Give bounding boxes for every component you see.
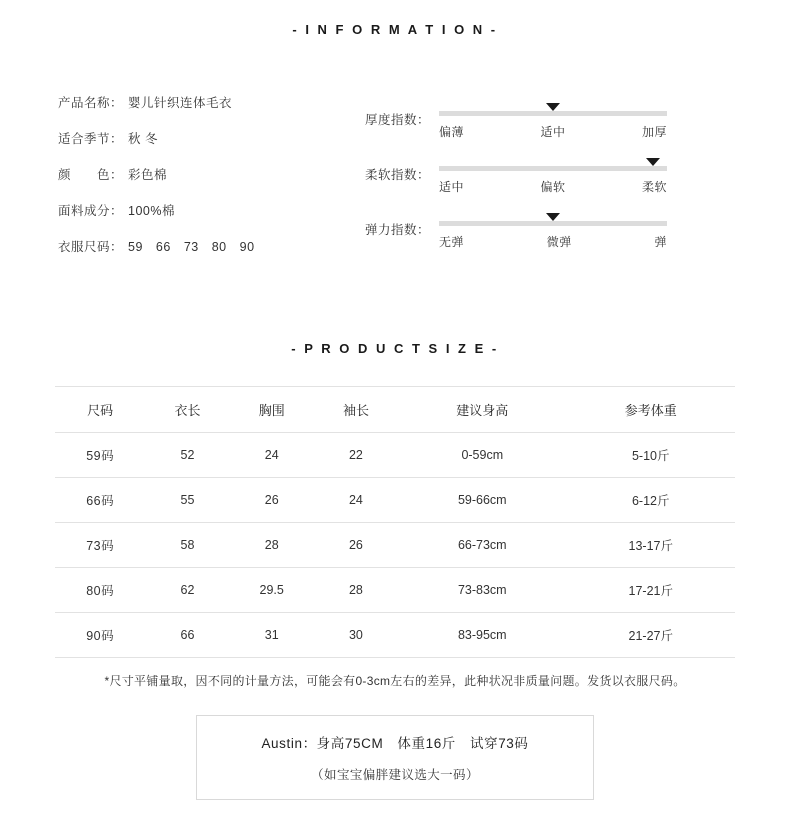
spec-row	[58, 239, 358, 255]
table-cell: 24	[230, 433, 314, 478]
spec-value: 100%棉	[128, 204, 175, 218]
table-cell: 62	[145, 568, 229, 613]
spec-row	[58, 95, 358, 111]
table-header-cell: 建议身高	[398, 387, 566, 433]
meter-bar	[439, 166, 667, 171]
spec-label: 产品名称：	[58, 96, 124, 110]
meter-label: 弹力指数：	[364, 223, 430, 237]
table-cell: 29.5	[230, 568, 314, 613]
meter-scale	[439, 123, 667, 140]
spec-row	[58, 131, 358, 147]
product-size-heading: - P R O D U C T S I Z E -	[291, 341, 499, 356]
table-cell: 5-10斤	[567, 433, 736, 478]
table-cell: 90码	[55, 613, 145, 658]
spec-row	[58, 167, 358, 183]
meter-body	[439, 154, 667, 195]
table-cell: 30	[314, 613, 398, 658]
spec-row	[58, 203, 358, 219]
table-header-cell: 衣长	[145, 387, 229, 433]
table-header-cell: 尺码	[55, 387, 145, 433]
table-cell: 0-59cm	[398, 433, 566, 478]
meter-scale	[439, 178, 667, 195]
table-row	[55, 433, 735, 478]
spec-value: 彩色棉	[128, 168, 168, 182]
meter-label: 柔软指数：	[364, 168, 430, 182]
meter-body	[439, 99, 667, 140]
spec-value: 秋 冬	[128, 132, 158, 146]
spec-label: 颜 色：	[58, 168, 124, 182]
information-heading: - I N F O R M A T I O N -	[292, 22, 498, 37]
table-header-row	[55, 387, 735, 433]
table-cell: 28	[230, 523, 314, 568]
table-cell: 31	[230, 613, 314, 658]
table-cell: 59码	[55, 433, 145, 478]
size-table-wrapper	[55, 386, 735, 800]
table-cell: 21-27斤	[567, 613, 736, 658]
table-cell: 55	[145, 478, 229, 523]
table-cell: 59-66cm	[398, 478, 566, 523]
measurement-note: *尺寸平铺量取，因不同的计量方法，可能会有0-3cm左右的差异，此种状况非质量问题。发货以衣服尺码。	[104, 674, 686, 688]
spec-value: 59 66 73 80 90	[128, 240, 255, 254]
table-cell: 22	[314, 433, 398, 478]
table-cell: 83-95cm	[398, 613, 566, 658]
meter-scale	[439, 233, 667, 250]
table-cell: 26	[230, 478, 314, 523]
table-cell: 17-21斤	[567, 568, 736, 613]
meter-scale-item: 偏软	[540, 180, 566, 194]
meter-body	[439, 209, 667, 250]
spec-label: 适合季节：	[58, 132, 124, 146]
spec-label: 衣服尺码：	[58, 240, 124, 254]
spec-label: 面料成分：	[58, 204, 124, 218]
meter-elasticity	[358, 209, 735, 250]
meter-scale-item: 适中	[540, 125, 566, 139]
model-advice: （如宝宝偏胖建议选大一码）	[311, 768, 479, 782]
spec-value: 婴儿针织连体毛衣	[128, 96, 233, 110]
spec-list	[58, 95, 358, 275]
table-cell: 26	[314, 523, 398, 568]
meter-thickness	[358, 99, 735, 140]
meter-scale-item: 无弹	[439, 235, 465, 249]
meter-marker-icon	[546, 103, 560, 111]
table-cell: 80码	[55, 568, 145, 613]
table-cell: 52	[145, 433, 229, 478]
meter-scale-item: 柔软	[641, 180, 667, 194]
meter-marker-icon	[546, 213, 560, 221]
table-cell: 13-17斤	[567, 523, 736, 568]
table-row	[55, 478, 735, 523]
meter-scale-item: 加厚	[641, 125, 667, 139]
table-cell: 24	[314, 478, 398, 523]
meter-scale-item: 适中	[439, 180, 465, 194]
meter-label: 厚度指数：	[364, 113, 430, 127]
information-content	[0, 95, 790, 275]
meter-marker-icon	[646, 158, 660, 166]
meter-scale-item: 弹	[654, 235, 667, 249]
table-header-cell: 参考体重	[567, 387, 736, 433]
meter-scale-item: 偏薄	[439, 125, 465, 139]
meter-softness	[358, 154, 735, 195]
table-header-cell: 胸围	[230, 387, 314, 433]
table-cell: 58	[145, 523, 229, 568]
meter-bar	[439, 111, 667, 116]
information-section	[0, 22, 790, 275]
table-header-cell: 袖长	[314, 387, 398, 433]
table-cell: 73-83cm	[398, 568, 566, 613]
table-cell: 28	[314, 568, 398, 613]
meter-bar	[439, 221, 667, 226]
size-table	[55, 386, 735, 658]
table-cell: 6-12斤	[567, 478, 736, 523]
table-row	[55, 568, 735, 613]
table-cell: 66码	[55, 478, 145, 523]
table-cell: 66	[145, 613, 229, 658]
table-cell: 73码	[55, 523, 145, 568]
model-measurements: Austin：身高75CM 体重16斤 试穿73码	[261, 736, 529, 751]
table-row	[55, 613, 735, 658]
meter-scale-item: 微弹	[546, 235, 572, 249]
table-cell: 66-73cm	[398, 523, 566, 568]
product-size-section	[0, 341, 790, 800]
model-reference-box	[196, 715, 594, 800]
meter-list	[358, 95, 735, 264]
table-row	[55, 523, 735, 568]
